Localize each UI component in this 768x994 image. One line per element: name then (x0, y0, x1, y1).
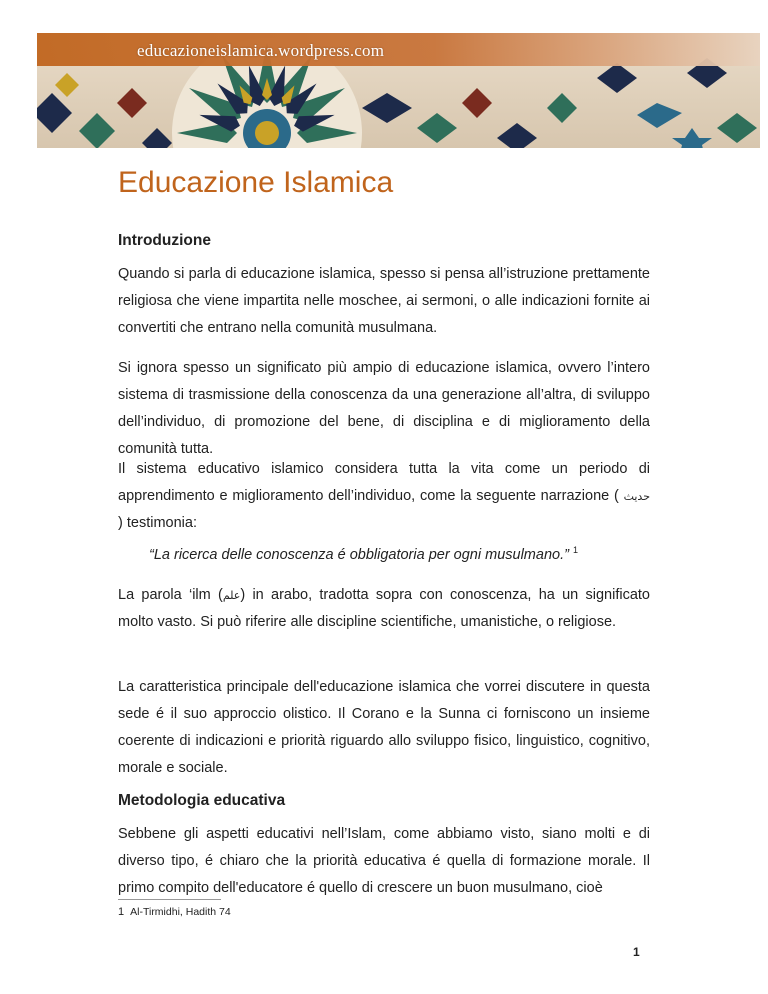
section-heading-introduzione: Introduzione (118, 232, 211, 249)
footnote-ref: 1 (572, 545, 578, 555)
footnote-divider (118, 899, 221, 900)
paragraph-4-text-a: La parola ‘ilm ( (118, 587, 223, 603)
arabic-hadith-word: حديث (623, 490, 650, 503)
footnote (118, 906, 231, 918)
paragraph-2: Si ignora spesso un significato più ampio di educazione islamica, ovvero l’intero sistema di trasmissione della conoscenza da una generazione all’altra, di sviluppo dell’individuo, di promozione del bene, di disciplina e di miglioramento della comunità tutta. (118, 360, 650, 457)
paragraph-4 (118, 582, 650, 636)
paragraph-1: Quando si parla di educazione islamica, spesso si pensa all’istruzione prettamente religiosa che viene impartita nelle moschee, ai sermoni, o alle indicazioni fornite ai convertiti che entrano nella comunità musulmana. (118, 266, 650, 336)
paragraph-4-text-b: ) in arabo, tradotta sopra con conoscenza, ha un significato molto vasto. Si può riferire alle discipline scientifiche, umanistiche, o religiose. (118, 587, 650, 630)
section-heading-metodologia: Metodologia educativa (118, 792, 286, 809)
paragraph-3 (118, 456, 650, 537)
footnote-text: Al-Tirmidhi, Hadith 74 (130, 906, 231, 918)
footnote-number: 1 (118, 906, 125, 918)
hadith-quote (149, 545, 578, 563)
paragraph-6: Sebbene gli aspetti educativi nell’Islam, come abbiamo visto, siano molti e di diverso tipo, é chiaro che la priorità educativa é quella di formazione morale. Il primo compito dell'educatore é quello di crescere un buon musulmano, cioè (118, 826, 650, 896)
arabic-ilm-word: علم (222, 589, 241, 602)
site-url: educazioneislamica.wordpress.com (137, 41, 385, 60)
paragraph-5: La caratteristica principale dell'educazione islamica che vorrei discutere in questa sede é il suo approccio olistico. Il Corano e la Sunna ci forniscono un insieme coerente di indicazioni e priorità riguardo allo sviluppo fisico, linguistico, cognitivo, morale e sociale. (118, 679, 650, 776)
paragraph-3-text-b: ) testimonia: (118, 515, 197, 531)
header-banner (37, 33, 760, 148)
page-title: Educazione Islamica (118, 166, 394, 199)
quote-text: “La ricerca delle conoscenza é obbligatoria per ogni musulmano.” (149, 546, 569, 563)
paragraph-3-text-a: Il sistema educativo islamico considera tutta la vita come un periodo di apprendimento e miglioramento dell’individuo, come la seguente narrazione ( (118, 461, 650, 504)
page-number: 1 (633, 945, 640, 959)
